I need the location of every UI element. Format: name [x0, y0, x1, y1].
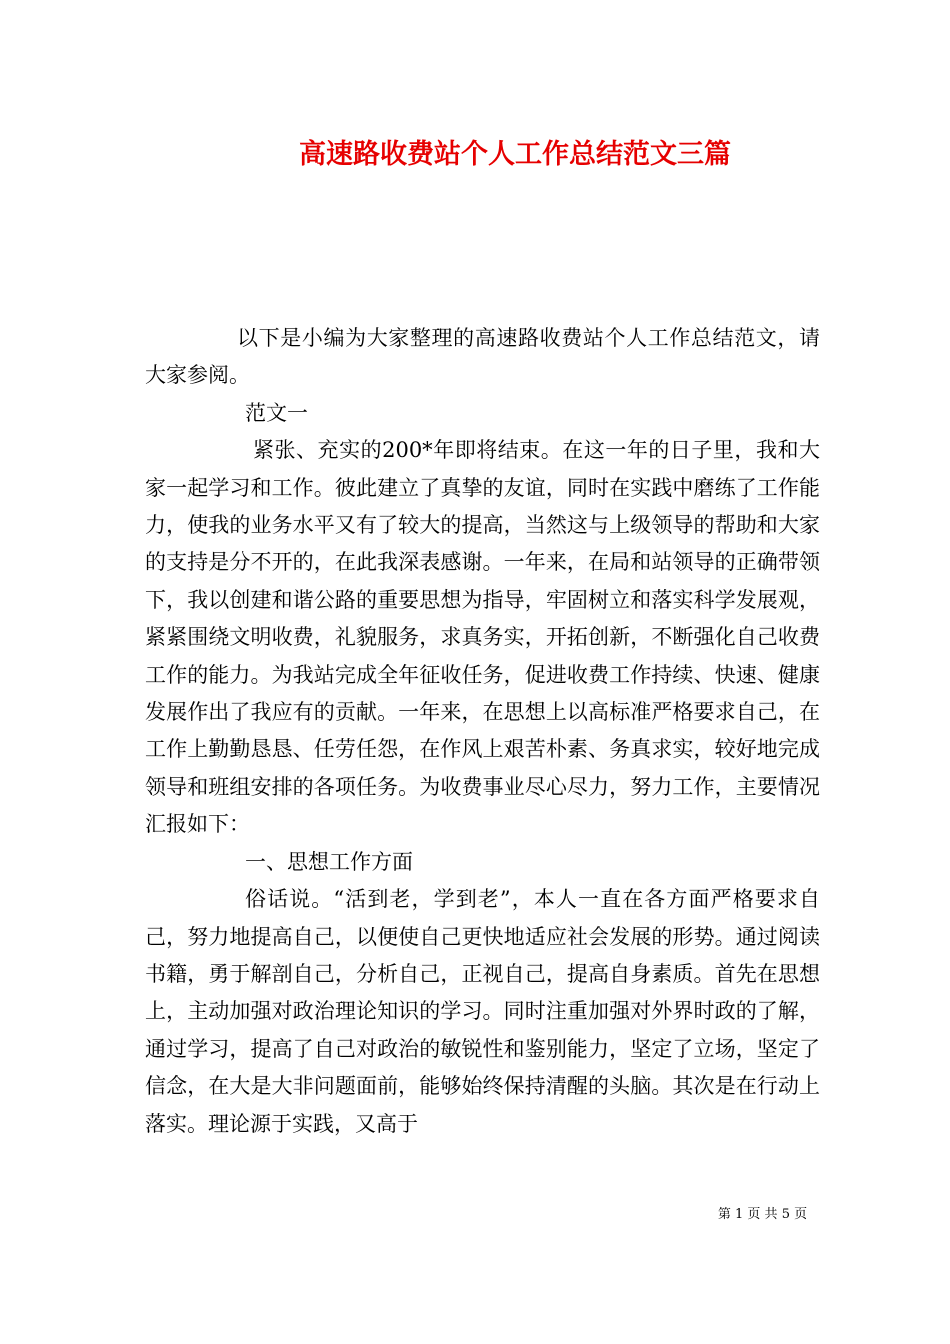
section-heading-1: 一、思想工作方面 — [245, 849, 413, 874]
body-paragraph-1: 紧张、充实的200*年即将结束。在这一年的日子里，我和大家一起学习和工作。彼此建立了真挚的友谊，同时在实践中磨练了工作能力，使我的业务水平又有了较大的提高，当然这与上级领导的帮助和大家的支持是分不开的，在此我深表感谢。一年来，在局和站领导的正确带领下，我以创建和谐公路的重要思想为指导，牢固树立和落实科学发展观，紧紧围绕文明收费，礼貌服务，求真务实，开拓创新，不断强化自己收费工作的能力。为我站完成全年征收任务，促进收费工作持续、快速、健康发展作出了我应有的贡献。一年来，在思想上以高标准严格要求自己，在工作上勤勤恳恳、任劳任怨，在作风上艰苦朴素、务真求实，较好地完成领导和班组安排的各项任务。为收费事业尽心尽力，努力工作，主要情况汇报如下： — [145, 438, 820, 837]
body-paragraph-2: 俗话说。“活到老，学到老”，本人一直在各方面严格要求自己，努力地提高自己，以便使自己更快地适应社会发展的形势。通过阅读书籍，勇于解剖自己，分析自己，正视自己，提高自身素质。首先在思想上，主动加强对政治理论知识的学习。同时注重加强对外界时政的了解，通过学习，提高了自己对政治的敏锐性和鉴别能力，坚定了立场，坚定了信念，在大是大非问题面前，能够始终保持清醒的头脑。其次是在行动上落实。理论源于实践，又高于 — [145, 887, 820, 1136]
page-number-footer: 第 1 页 共 5 页 — [717, 1207, 808, 1222]
sample-heading: 范文一 — [245, 400, 308, 425]
document-body — [145, 320, 820, 1143]
intro-paragraph: 以下是小编为大家整理的高速路收费站个人工作总结范文，请大家参阅。 — [145, 326, 820, 388]
page-title: 高速路收费站个人工作总结范文三篇 — [299, 139, 731, 170]
